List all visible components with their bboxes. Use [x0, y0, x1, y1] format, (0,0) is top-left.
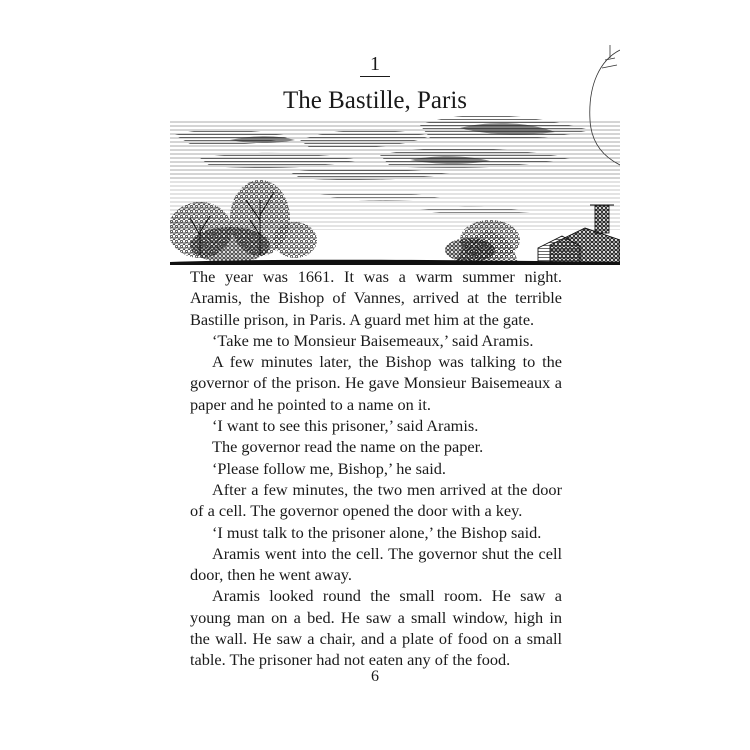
paragraph: A few minutes later, the Bishop was talking to the governor of the prison. He gave Monsieur Baisemeaux a paper and he pointed to a name on it. — [190, 352, 562, 414]
paragraph: Aramis looked round the small room. He saw a young man on a bed. He saw a small window, high in the wall. He saw a chair, and a plate of food on a small table. The prisoner had not eaten any of the food. — [190, 586, 562, 670]
paragraph: The governor read the name on the paper. — [212, 437, 484, 457]
paragraph: The year was 1661. It was a warm summer night. Aramis, the Bishop of Vannes, arrived at the terrible Bastille prison, in Paris. A guard met him at the gate. — [190, 267, 562, 329]
paragraph: ‘I must talk to the prisoner alone,’ the Bishop said. — [212, 522, 542, 542]
chapter-title: The Bastille, Paris — [283, 87, 467, 114]
paragraph: ‘Please follow me, Bishop,’ he said. — [212, 458, 446, 478]
paragraph: After a few minutes, the two men arrived at the door of a cell. The governor opened the door with a key. — [190, 479, 562, 521]
paragraph: Aramis went into the cell. The governor shut the cell door, then he went away. — [190, 543, 562, 585]
paragraph: ‘I want to see this prisoner,’ said Aramis. — [212, 416, 479, 436]
page-number: 6 — [371, 668, 379, 685]
paragraph: ‘Take me to Monsieur Baisemeaux,’ said Aramis. — [212, 330, 534, 350]
chapter-body — [190, 266, 562, 671]
chapter-number: 1 — [370, 53, 380, 75]
chapter-rule — [360, 76, 390, 77]
